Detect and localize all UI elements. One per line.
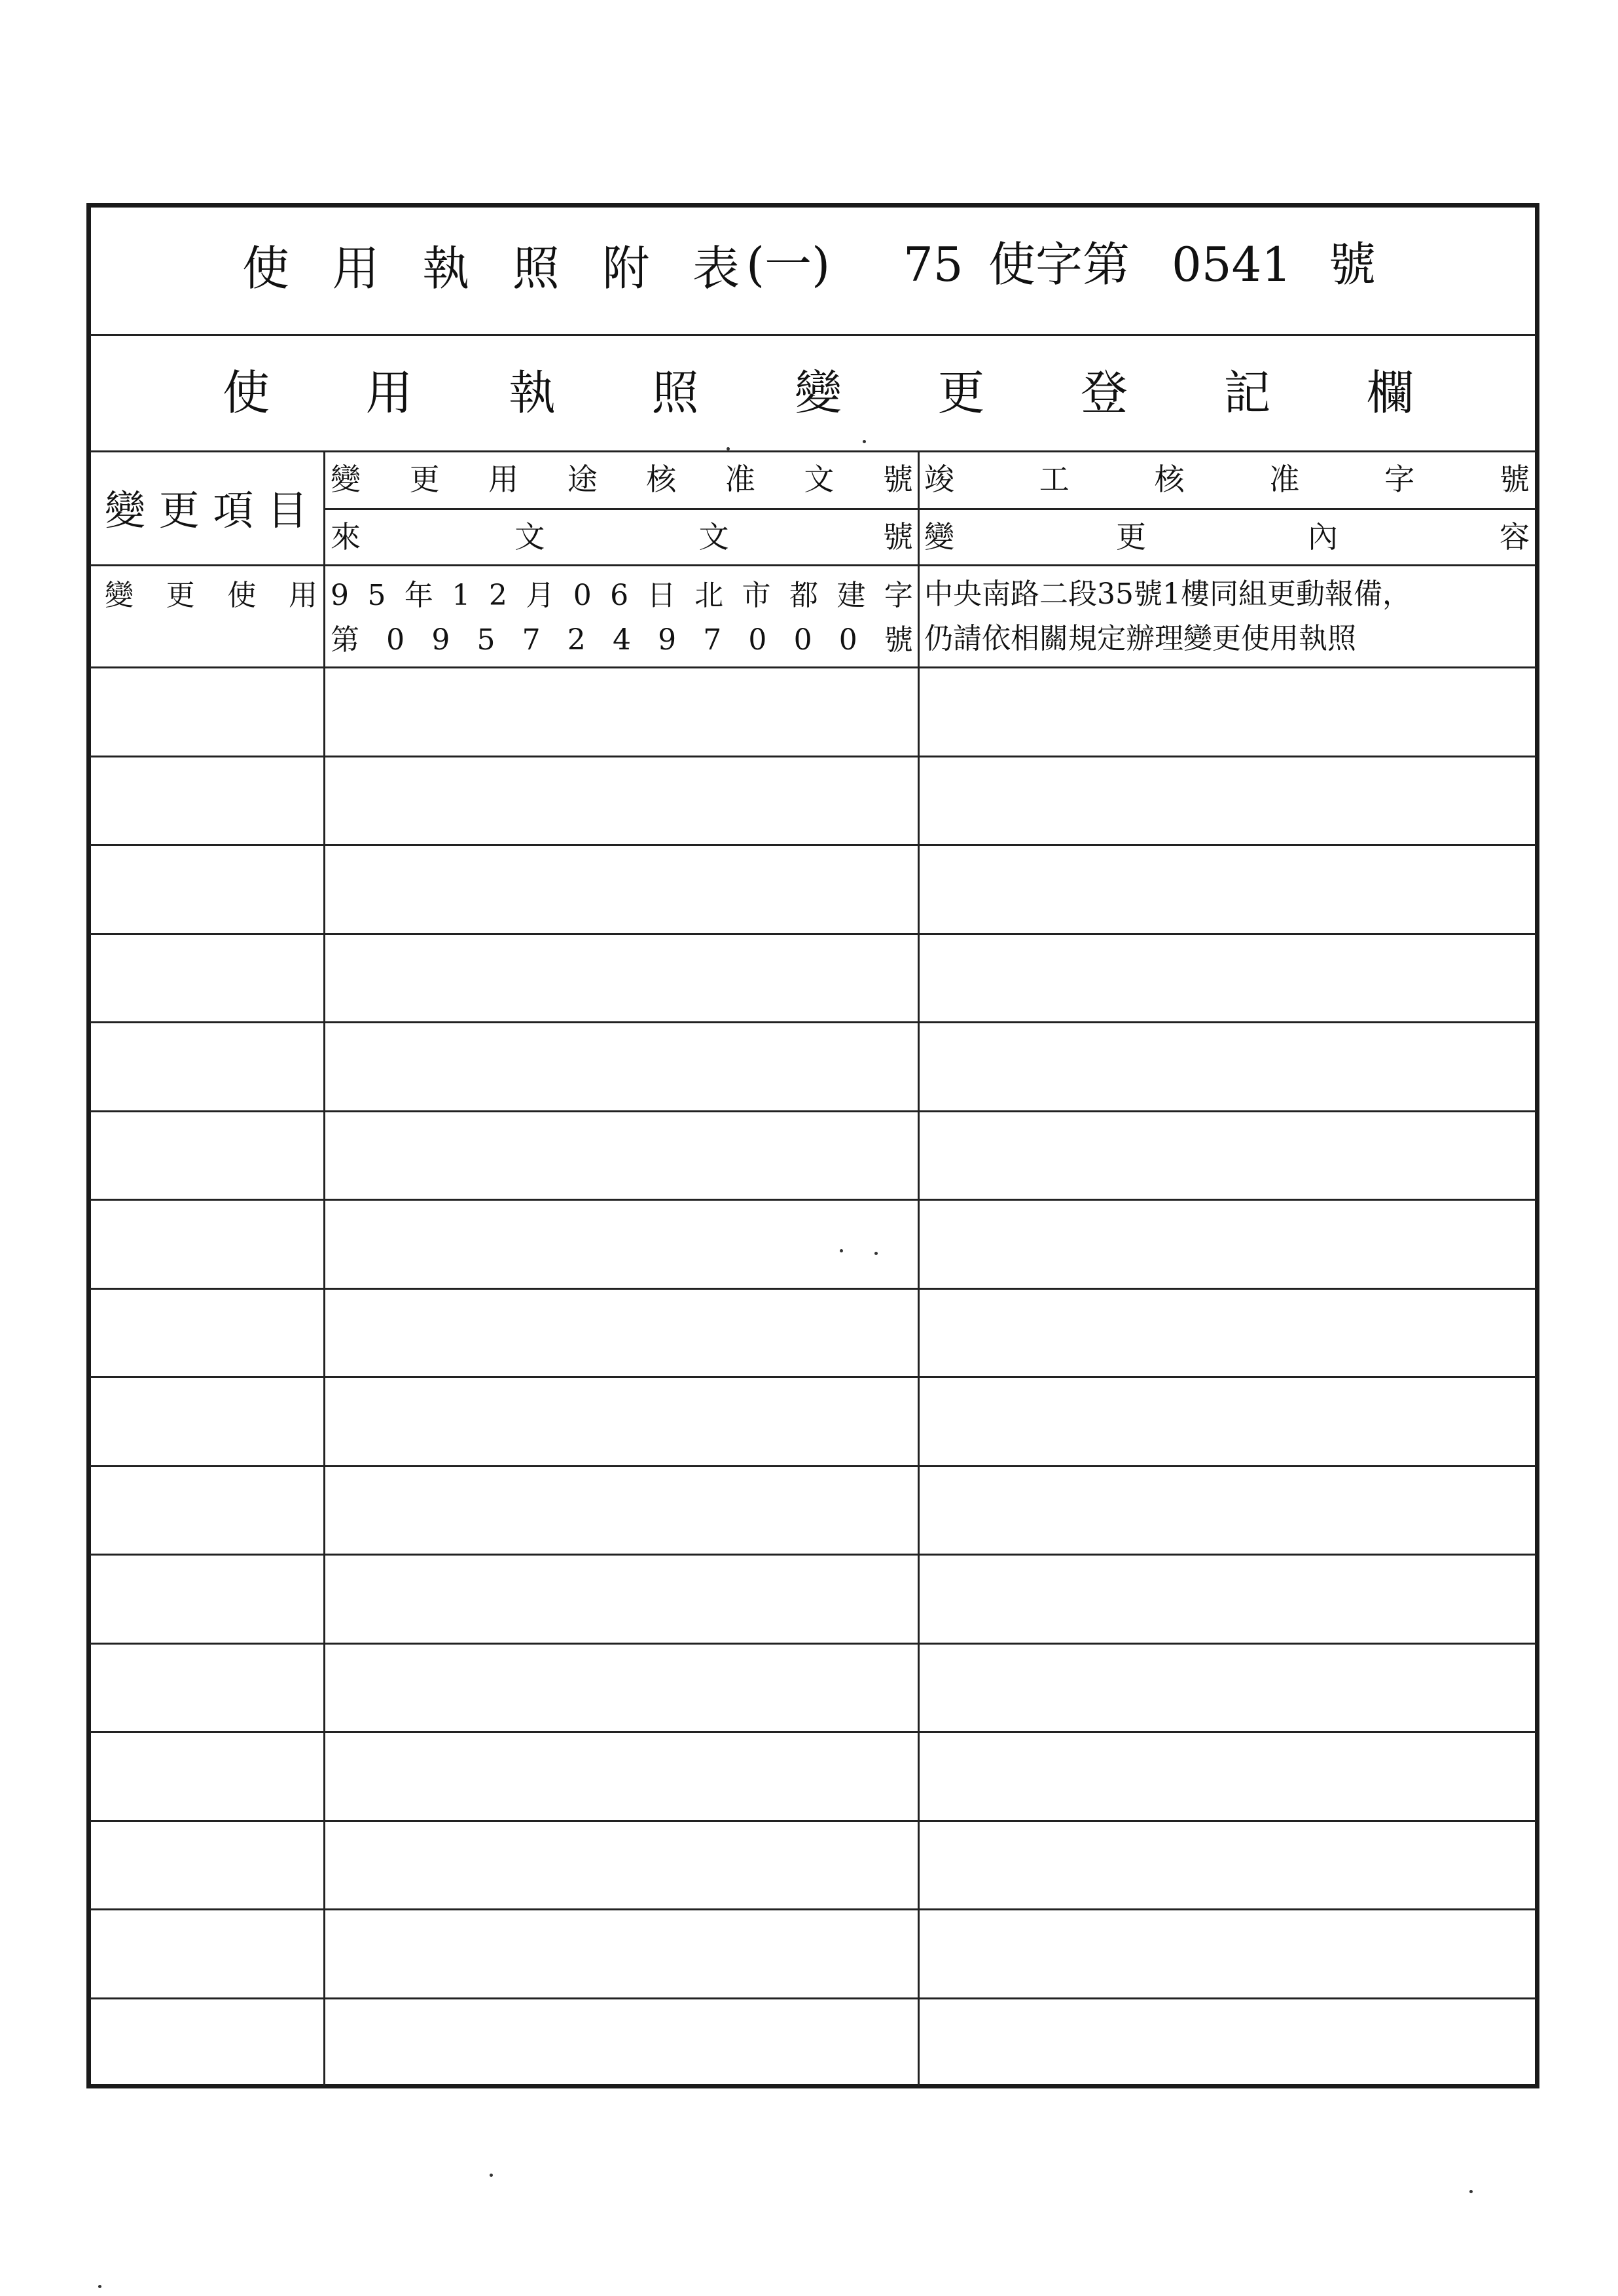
scan-speck (490, 2174, 493, 2177)
glyph: 2 (567, 623, 586, 657)
glyph: 9 (331, 579, 349, 612)
glyph: 9 (658, 623, 677, 657)
glyph: 變 (105, 486, 146, 534)
glyph: 0 (573, 579, 592, 612)
license-number: 0541 (1172, 237, 1292, 292)
glyph: 號 (882, 519, 913, 555)
glyph: 0 (793, 623, 812, 657)
glyph: 更 (158, 486, 200, 534)
col-header-completion-no (924, 460, 1530, 499)
glyph: 變 (331, 462, 361, 497)
scan-speck (863, 440, 866, 443)
rule-col-1 (323, 450, 325, 2086)
glyph: 5 (367, 579, 386, 612)
glyph: 欄 (1366, 365, 1414, 420)
glyph: 核 (1154, 462, 1185, 497)
entry-doc-line2 (331, 621, 913, 660)
glyph: 執 (508, 365, 556, 420)
glyph: 表 (692, 241, 740, 296)
glyph: 日 (647, 579, 676, 612)
glyph: 更 (166, 579, 195, 612)
blank-row-rule (90, 1288, 1536, 1290)
rule-title-bottom (90, 334, 1536, 336)
glyph: 准 (1269, 462, 1300, 497)
blank-row-rule (90, 1554, 1536, 1556)
entry-content-line2: 仍請依相關規定辦理變更使用執照 (924, 622, 1356, 655)
glyph: 7 (522, 623, 541, 657)
glyph: 項 (213, 486, 254, 534)
glyph: 記 (1223, 365, 1271, 420)
scan-speck (874, 1252, 878, 1255)
glyph: 登 (1080, 365, 1128, 420)
license-suffix: 號 (1329, 237, 1376, 292)
glyph: 使 (242, 241, 290, 296)
scan-speck (840, 1249, 843, 1252)
glyph: 第 (331, 623, 359, 657)
blank-row-rule (90, 1908, 1536, 1910)
col-header-approval-no (331, 460, 913, 499)
col-header-content (924, 517, 1530, 556)
glyph: 執 (422, 241, 470, 296)
glyph: 7 (703, 623, 722, 657)
col-header-item (105, 484, 308, 537)
glyph: 號 (1499, 462, 1530, 497)
glyph: 4 (612, 623, 631, 657)
glyph: 來 (331, 519, 361, 555)
blank-row-rule (90, 1376, 1536, 1378)
glyph: 變 (794, 365, 842, 420)
glyph: 北 (694, 579, 724, 612)
glyph: 用 (365, 365, 413, 420)
scan-speck (1469, 2190, 1473, 2193)
scan-speck (98, 2285, 101, 2288)
glyph: 照 (512, 241, 560, 296)
blank-row-rule (90, 1643, 1536, 1645)
form-title-no: (一) (746, 237, 831, 292)
glyph: 號 (882, 462, 913, 497)
glyph: 照 (651, 365, 699, 420)
blank-row-rule (90, 756, 1536, 757)
glyph: 工 (1039, 462, 1070, 497)
blank-row-rule (90, 1021, 1536, 1023)
blank-row-rule (90, 933, 1536, 935)
col-header-incoming-no (331, 517, 913, 556)
glyph: 月 (526, 579, 555, 612)
glyph: 更 (409, 462, 440, 497)
glyph: 1 (452, 579, 471, 612)
glyph: 核 (646, 462, 677, 497)
glyph: 字 (1384, 462, 1415, 497)
glyph: 附 (602, 241, 650, 296)
section-header (223, 363, 1414, 422)
rule-header-bottom (90, 564, 1536, 566)
glyph: 年 (404, 579, 433, 612)
glyph: 2 (488, 579, 507, 612)
glyph: 用 (332, 241, 380, 296)
blank-row-rule (90, 1110, 1536, 1112)
glyph: 變 (105, 579, 134, 612)
glyph: 文 (698, 519, 729, 555)
blank-row-rule (90, 1465, 1536, 1467)
rule-entry-bottom (90, 666, 1536, 668)
glyph: 變 (924, 519, 954, 555)
scan-speck (727, 447, 730, 450)
glyph: 目 (266, 486, 308, 534)
entry-content-line1: 中央南路二段35號1樓同組更動報備， (924, 577, 1411, 611)
glyph: 建 (836, 579, 866, 612)
glyph: 0 (748, 623, 767, 657)
entry-doc-line1 (331, 576, 913, 615)
glyph: 6 (610, 579, 629, 612)
glyph: 文 (514, 519, 545, 555)
blank-row-rule (90, 1199, 1536, 1201)
glyph: 字 (884, 579, 913, 612)
glyph: 更 (937, 365, 985, 420)
rule-section-bottom (90, 450, 1536, 452)
glyph: 用 (488, 462, 519, 497)
glyph: 都 (789, 579, 818, 612)
blank-row-rule (90, 1820, 1536, 1822)
rule-subheader-mid (323, 508, 1536, 510)
glyph: 市 (742, 579, 771, 612)
blank-row-rule (90, 1997, 1536, 1999)
rule-col-2 (918, 450, 920, 2086)
form-title (242, 236, 740, 301)
glyph: 0 (386, 623, 405, 657)
glyph: 用 (288, 579, 317, 612)
license-prefix: 75 (903, 237, 963, 292)
glyph: 5 (476, 623, 495, 657)
license-label: 使字第 (988, 237, 1130, 292)
glyph: 使 (223, 365, 270, 420)
glyph: 竣 (924, 462, 954, 497)
blank-row-rule (90, 844, 1536, 846)
glyph: 使 (227, 579, 257, 612)
entry-item (105, 576, 317, 615)
glyph: 更 (1116, 519, 1146, 555)
glyph: 准 (725, 462, 755, 497)
glyph: 9 (431, 623, 450, 657)
glyph: 文 (804, 462, 835, 497)
glyph: 途 (567, 462, 598, 497)
glyph: 容 (1500, 519, 1530, 555)
glyph: 內 (1308, 519, 1338, 555)
blank-row-rule (90, 1731, 1536, 1733)
glyph: 0 (838, 623, 857, 657)
glyph: 號 (884, 623, 913, 657)
